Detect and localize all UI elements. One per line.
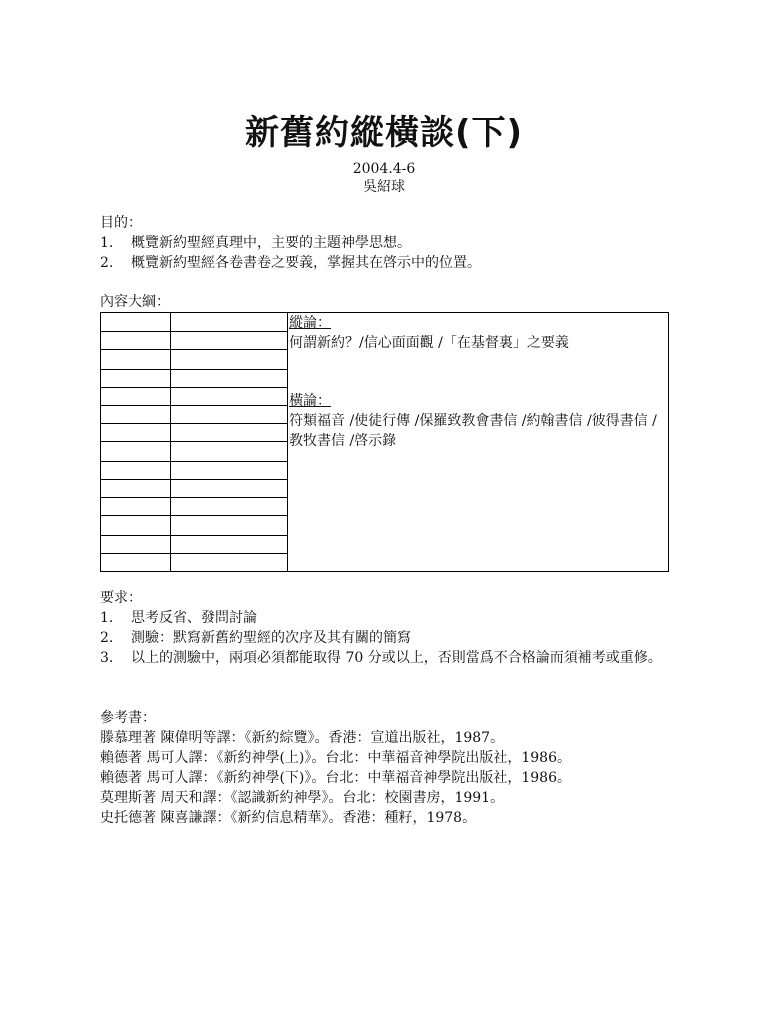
requirements-list	[100, 608, 670, 668]
outline-label: 內容大綱：	[100, 294, 170, 310]
reference-item: 賴德著 馬可人譯：《新約神學(下)》。台北：中華福音神學院出版社，1986。	[100, 770, 572, 786]
list-number: 1 .	[100, 233, 131, 253]
list-text: 以上的測驗中，兩項必須都能取得 70 分或以上，否則當爲不合格論而須補考或重修。	[131, 650, 662, 666]
table-column	[101, 313, 171, 571]
purpose-label: 目的：	[100, 215, 142, 231]
requirements-label: 要求：	[100, 590, 142, 606]
table-row-divider	[101, 387, 287, 388]
reference-item: 史托德著 陳喜謙譯：《新約信息精華》。香港：種籽，1978。	[100, 810, 477, 826]
outline-content-cell	[289, 313, 668, 571]
table-row-divider	[101, 349, 287, 350]
list-item	[100, 648, 670, 668]
horizontal-title: 橫論：	[289, 393, 331, 409]
list-item	[100, 253, 670, 273]
list-number: 1 .	[100, 608, 131, 628]
table-row-divider	[101, 497, 287, 498]
outline-table	[100, 312, 669, 572]
table-row-divider	[101, 553, 287, 554]
list-item	[100, 608, 670, 628]
horizontal-text: 符類福音 /使徒行傳 /保羅致教會書信 /約翰書信 /彼得書信 /教牧書信 /啓示錄	[289, 413, 657, 449]
table-row-divider	[101, 441, 287, 442]
table-row-divider	[101, 535, 287, 536]
reference-item: 莫理斯著 周天和譯：《認識新約神學》。台北：校園書房，1991。	[100, 790, 505, 806]
list-text: 概覽新約聖經真理中，主要的主題神學思想。	[131, 235, 411, 251]
vertical-text: 何謂新約？/信心面面觀 /「在基督裏」之要義	[289, 335, 569, 351]
list-number: 2 .	[100, 253, 131, 273]
document-author: 吳紹球	[363, 179, 405, 195]
list-number: 3 .	[100, 648, 131, 668]
spacer	[289, 353, 664, 391]
references-label: 參考書：	[100, 710, 156, 726]
references-section	[100, 708, 670, 828]
table-row-divider	[101, 479, 287, 480]
table-row-divider	[101, 331, 287, 332]
vertical-title: 縱論：	[289, 315, 331, 331]
table-row-divider	[101, 515, 287, 516]
list-text: 測驗：默寫新舊約聖經的次序及其有關的簡寫	[131, 630, 411, 646]
table-row-divider	[101, 405, 287, 406]
page-title: 新舊約縱橫談(下)	[244, 113, 524, 153]
list-text: 思考反省、發問討論	[131, 610, 257, 626]
table-row-divider	[101, 423, 287, 424]
table-row-divider	[101, 461, 287, 462]
list-item	[100, 628, 670, 648]
list-text: 概覽新約聖經各卷書卷之要義，掌握其在啓示中的位置。	[131, 255, 481, 271]
purpose-section	[100, 213, 670, 273]
list-number: 2 .	[100, 628, 131, 648]
reference-item: 賴德著 馬可人譯：《新約神學(上)》。台北：中華福音神學院出版社，1986。	[100, 750, 572, 766]
list-item	[100, 233, 670, 253]
purpose-list	[100, 233, 670, 273]
requirements-section	[100, 588, 670, 668]
reference-item: 滕慕理著 陳偉明等譯：《新約綜覽》。香港：宣道出版社，1987。	[100, 730, 505, 746]
document-date: 2004.4-6	[352, 161, 416, 177]
table-column	[170, 313, 288, 571]
table-row-divider	[101, 369, 287, 370]
